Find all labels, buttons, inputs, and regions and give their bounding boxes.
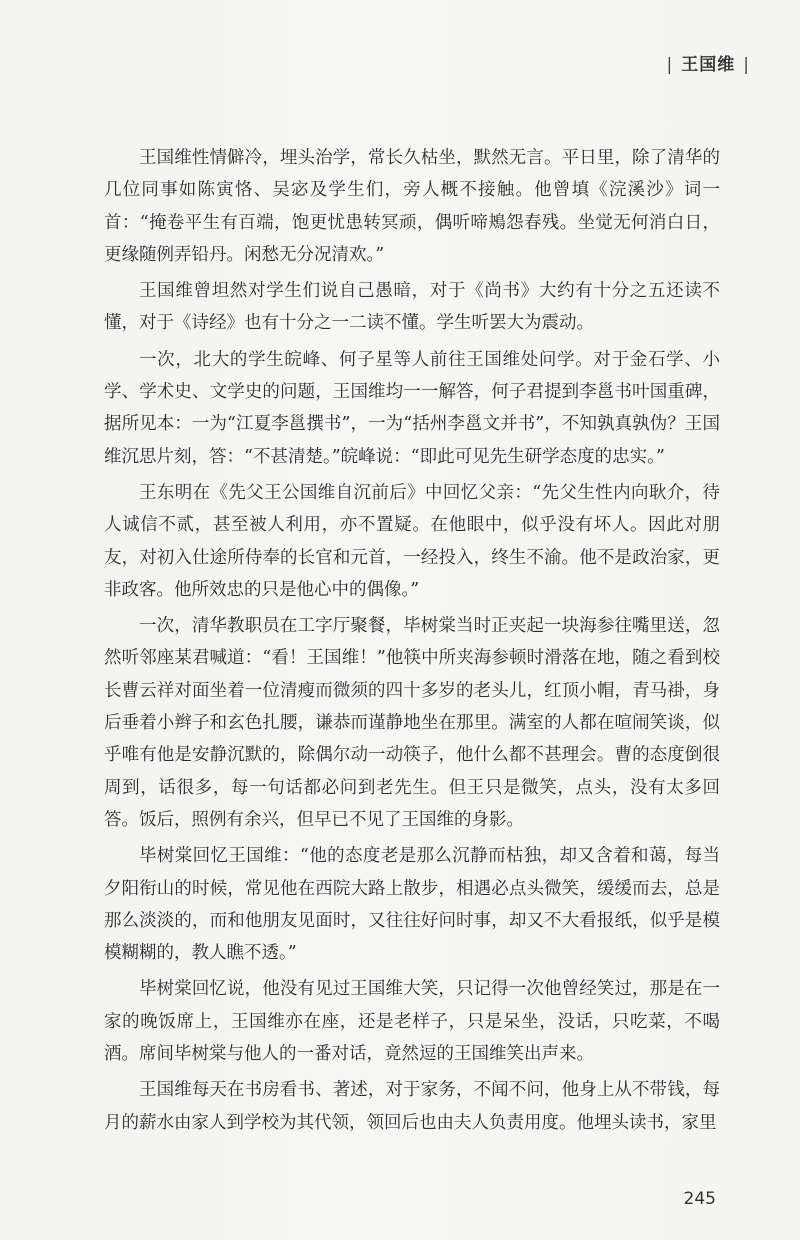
paragraph-5: 一次，清华教职员在工字厅聚餐，毕树棠当时正夹起一块海参往嘴里送，忽然听邻座某君喊道：“看！王国维！”他筷中所夹海参顿时滑落在地，随之看到校长曹云祥对面坐着一位清瘦而微须的四十多岁的老头儿，红顶小帽，青马褂，身后垂着小辫子和玄色扎腰，谦恭而谨静地坐在那里。满室的人都在喧闹笑谈，似乎唯有他是安静沉默的，除偶尔动一动筷子，他什么都不甚理会。曹的态度倒很周到，话很多，每一句话都必问到老先生。但王只是微笑，点头，没有太多回答。饭后，照例有余兴，但早已不见了王国维的身影。 xyxy=(104,616,720,830)
paragraph-3: 一次，北大的学生皖峰、何子星等人前往王国维处问学。对于金石学、小学、学术史、文学史的问题，王国维均一一解答，何子君提到李邕书叶国重碑，据所见本：一为“江夏李邕撰书”，一为“括州李邕文并书”，不知孰真孰伪？王国维沉思片刻，答：“不甚清楚。”皖峰说：“即此可见先生研学态度的忠实。” xyxy=(104,349,720,467)
header-rule-right: | xyxy=(743,55,750,75)
paragraph-2: 王国维曾坦然对学生们说自己愚暗，对于《尚书》大约有十分之五还读不懂，对于《诗经》也有十分之一二读不懂。学生听罢大为震动。 xyxy=(104,281,720,334)
running-title: 王国维 xyxy=(681,55,736,75)
paragraph-6: 毕树棠回忆王国维：“他的态度老是那么沉静而枯独，却又含着和蔼，每当夕阳衔山的时候，常见他在西院大路上散步，相遇必点头微笑，缓缓而去，总是那么淡淡的，而和他朋友见面时，又往往好问时事，却又不大看报纸，似乎是模模糊糊的，教人瞧不透。” xyxy=(104,846,720,964)
body-text xyxy=(104,142,720,1143)
running-header xyxy=(659,50,758,75)
header-rule-left: | xyxy=(666,55,674,75)
paragraph-7: 毕树棠回忆说，他没有见过王国维大笑，只记得一次他曾经笑过，那是在一家的晚饭席上，王国维亦在座，还是老样子，只是呆坐，没话，只吃菜，不喝酒。席间毕树棠与他人的一番对话，竟然逗的王国维笑出声来。 xyxy=(104,979,720,1065)
paragraph-4: 王东明在《先父王公国维自沉前后》中回忆父亲：“先父生性内向耿介，待人诚信不贰，甚至被人利用，亦不置疑。在他眼中，似乎没有坏人。因此对朋友，对初入仕途所侍奉的长官和元首，一经投入，终生不渝。他不是政治家，更非政客。他所效忠的只是他心中的偶像。” xyxy=(104,482,720,600)
page-number: 245 xyxy=(683,1189,716,1209)
paragraph-8: 王国维每天在书房看书、著述，对于家务，不闻不问，他身上从不带钱，每月的薪水由家人到学校为其代领，领回后也由夫人负责用度。他埋头读书，家里 xyxy=(104,1080,720,1133)
paragraph-1: 王国维性情僻冷，埋头治学，常长久枯坐，默然无言。平日里，除了清华的几位同事如陈寅恪、吴宓及学生们，旁人概不接触。他曾填《浣溪沙》词一首：“掩卷平生有百端，饱更忧患转冥顽，偶听啼鴂怨春残。坐觉无何消白日，更缘随例弄铅丹。闲愁无分况清欢。” xyxy=(104,148,720,265)
